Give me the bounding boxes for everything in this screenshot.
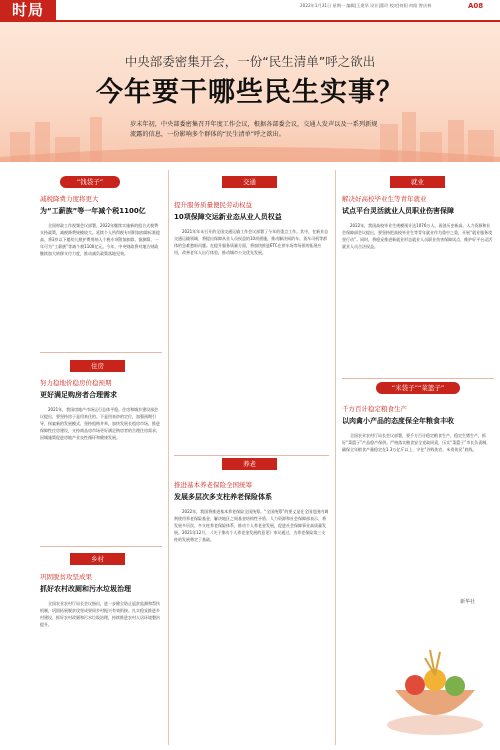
section-title: 发展多层次多支柱养老保险体系 <box>174 493 272 501</box>
hero-headline: 今年要干哪些民生实事？ <box>96 77 404 108</box>
article-body: 2021年，我国房地产市场运行总体平稳。住房和城乡建设部会议提出，要坚持房子是用来住的、不是用来炒的定位，加强预期引导，探索新的发展模式，坚持租购并举，加快发展长租房市场，推进保障性住房建设，支持商品房市场更好满足购房者的合理住房需求，因城施策促进房地产业良性循环和健康发展。 <box>40 407 160 440</box>
section-subtitle: 提升服务质量便民劳动权益 <box>174 201 252 209</box>
section-label-employment: 就业 <box>390 176 445 188</box>
article-body: 全国农业农村厅局长会议部署，要千方百计稳定粮食生产，稳定生猪生产，抓好“菜篮子”产品稳产保供。严格落实粮食安全党政同责，压实“菜篮子”市长负责制，确保全年粮食产量稳定在1.3万亿斤以上，守住“谷贱伤农、米贵伤民”底线。 <box>342 433 491 452</box>
source-credit: 新华社 <box>460 599 476 605</box>
section-title: 10项保障交运新业态从业人员权益 <box>174 213 282 221</box>
section-label-housing: 住房 <box>70 360 125 372</box>
section-subtitle: 减税降费力度将更大 <box>40 195 99 203</box>
page-header <box>0 0 500 20</box>
section-subtitle: 推进基本养老保险全国统筹 <box>174 481 252 489</box>
hero-lede: 岁末年初，中央部委密集召开年度工作会议，根据各部委会议，交通人发声以及一系列新规流露的信息，一份影响多个群体的“民生清单”呼之欲出。 <box>130 121 378 138</box>
column-divider <box>168 170 169 745</box>
section-divider <box>174 455 329 456</box>
section-divider <box>342 378 494 379</box>
section-masthead: 时局 <box>0 0 56 20</box>
article-body: 2022年，我国高校毕业生规模预计达1076万人，再创历史新高。人力资源和社会保障部会议提出，要坚持把高校毕业生等青年就业作为重中之重，开展“就业服务攻坚行动”。同时，将稳妥推进新就业形态就业人员职业伤害保障试点，维护好平台灵活就业人员合法权益。 <box>342 223 493 249</box>
section-divider <box>40 546 162 547</box>
hero-banner <box>0 22 500 162</box>
section-title: 试点平台灵活就业人员职业伤害保障 <box>342 207 454 215</box>
article-body: 2022年，我国将推进基本养老保险全国统筹。“全国统筹”的要义是在全国范围内调剂使用养老保险基金，解决地区之间基金结构性矛盾。人力资源和社会保障部表示，将发展多层次、多支柱养老保险体系，推动个人养老金发展，促进社会保障事业高质量发展。2021年12月，《关于推动个人养老金发展的意见》审议通过，为养老保险第三支柱的发展奠定了基础。 <box>174 509 329 542</box>
column-divider <box>335 170 336 745</box>
section-title: 更好满足购房者合理需求 <box>40 391 117 399</box>
section-label-rural: 乡村 <box>70 553 125 565</box>
hero-kicker: 中央部委密集开会，一份“民生清单”呼之欲出 <box>124 54 376 69</box>
section-subtitle: 千方百计稳定粮食生产 <box>342 405 407 413</box>
section-subtitle: 巩固脱贫攻坚成果 <box>40 573 92 581</box>
grain-basket-illustration <box>380 630 490 740</box>
article-body: 全国财政工作视频会议部署，2022年继续实施新的组合式税费支持政策，减税降费规模较大。延续个人所得税专项附加扣除标准提高、将3岁以下婴幼儿照护费用纳入个税专项附加扣除，据测算，一年可为“工薪族”等减个税1100亿元。今年，中央财政将对地方财政继续加大转移支付力度，推动减负政策落地见效。 <box>40 223 160 256</box>
section-label-transport: 交通 <box>222 176 277 188</box>
section-title: 以肉禽小产品的态度保全年粮食丰收 <box>342 417 454 425</box>
section-title: 抓好农村改厕和污水垃圾治理 <box>40 585 131 593</box>
section-subtitle: 努力稳地价稳房价稳预期 <box>40 379 112 387</box>
dateline: 2022年1月31日 星期一 编辑|王建华 设计|董玲 校对|何阳 何阳 曾庆林 <box>300 3 432 8</box>
article-body: 2021年年末召开的全国交通运输工作会议部署了今年的重点工作。其中，在新业态交通运输领域，将提出保障从业人员权益的10项措施，推动解决网约车、货车司机等群体的急难愁盼问题。在提升服务质量方面，将加快推进ETC在停车场等场景的拓展应用，改善老年人出行体验，推动城市公交优先发展。 <box>174 229 329 255</box>
section-label-money: “钱袋子” <box>60 176 120 188</box>
article-body: 全国农业农村厅局长会议指出，进一步健全防止返贫监测和帮扶机制，巩固拓展脱贫攻坚成果同乡村振兴有效衔接。扎实稳妥推进乡村建设，抓好农村改厕和污水垃圾治理，持续推进农村人居环境整治提升。 <box>40 601 160 627</box>
section-subtitle: 解决好高校毕业生等青年就业 <box>342 195 427 203</box>
section-title: 为“工薪族”等一年减个税1100亿 <box>40 207 146 215</box>
edition-number: A08 <box>468 2 484 10</box>
section-label-food-supply: “米袋子”“菜篮子” <box>376 382 460 394</box>
section-divider <box>40 352 162 353</box>
section-label-pension: 养老 <box>222 458 277 470</box>
